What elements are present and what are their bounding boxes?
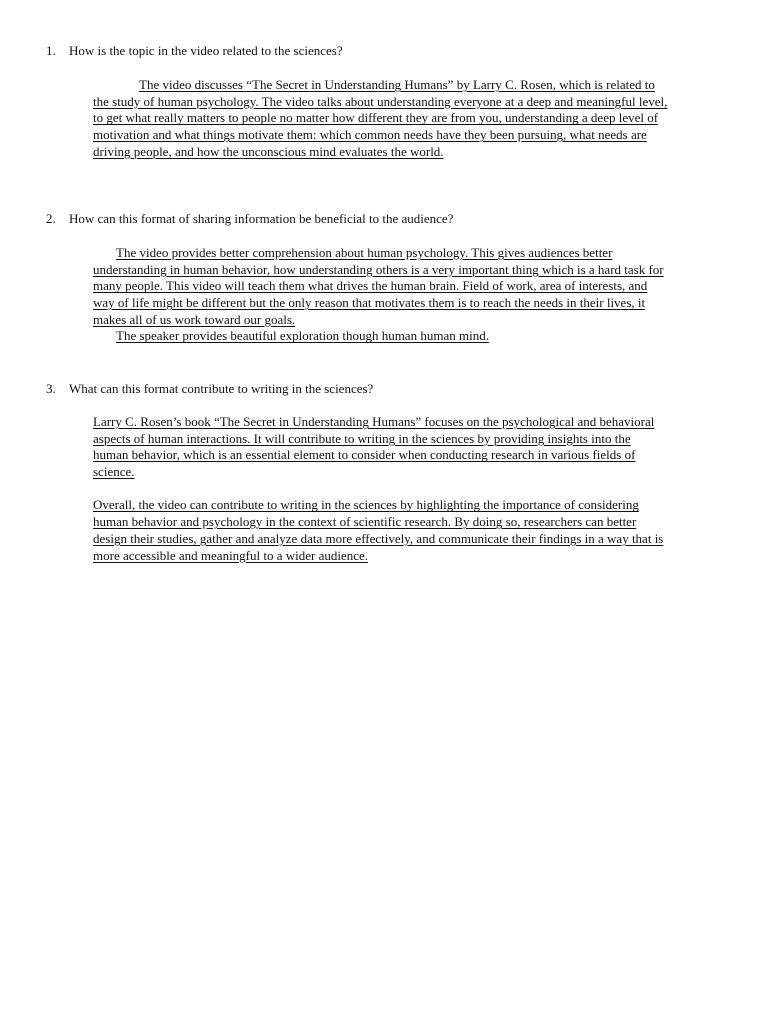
question-2-answer xyxy=(93,245,733,345)
question-2-line xyxy=(0,210,768,228)
paragraph-gap xyxy=(93,481,733,498)
answer-line: Overall, the video can contribute to writing in the sciences by highlighting the importance of considering xyxy=(93,497,639,513)
answer-line: human behavior and psychology in the context of scientific research. By doing so, researchers can better xyxy=(93,514,637,530)
question-1-text: How is the topic in the video related to the sciences? xyxy=(69,43,343,58)
answer-line: science. xyxy=(93,464,135,480)
question-3-line xyxy=(0,380,768,398)
answer-line: design their studies, gather and analyze data more effectively, and communicate their findings in a way that is xyxy=(93,530,664,546)
answer-line: makes all of us work toward our goals. xyxy=(93,311,296,327)
answer-line: to get what really matters to people no matter how different they are from you, understanding a deep level of xyxy=(93,110,659,126)
question-3-answer xyxy=(93,414,733,564)
answer-line: understanding in human behavior, how understanding others is a very important thing which is a hard task for xyxy=(93,261,664,277)
question-2 xyxy=(0,210,768,344)
answer-line: the study of human psychology. The video talks about understanding everyone at a deep and meaningful level, xyxy=(93,93,668,109)
answer-line: many people. This video will teach them what drives the human brain. Field of work, area of interests, and xyxy=(93,278,648,294)
answer-line: Larry C. Rosen’s book “The Secret in Understanding Humans” focuses on the psychological and behavioral xyxy=(93,414,655,429)
question-3 xyxy=(0,380,768,563)
answer-line: driving people, and how the unconscious mind evaluates the world. xyxy=(93,143,444,159)
question-2-text: How can this format of sharing information be beneficial to the audience? xyxy=(69,211,454,226)
question-1-answer xyxy=(93,77,733,160)
answer-line: aspects of human interactions. It will contribute to writing in the sciences by providing insights into the xyxy=(93,430,631,446)
answer-line: The video provides better comprehension about human psychology. This gives audiences better xyxy=(116,245,613,260)
answer-line: more accessible and meaningful to a wider audience. xyxy=(93,547,369,563)
question-3-number: 3. xyxy=(46,381,56,396)
answer-line: way of life might be different but the only reason that motivates them is to reach the needs in their lives, it xyxy=(93,295,646,311)
answer-line: The speaker provides beautiful exploration though human human mind. xyxy=(116,328,489,344)
question-2-number: 2. xyxy=(46,211,56,226)
answer-line: motivation and what things motivate them: which common needs have they been pursuing, what needs are xyxy=(93,127,647,143)
answer-line: human behavior, which is an essential element to consider when conducting research in various fields of xyxy=(93,447,636,463)
answer-line: The video discusses “The Secret in Understanding Humans” by Larry C. Rosen, which is related to xyxy=(139,77,655,92)
question-1-line xyxy=(0,42,768,60)
question-1 xyxy=(0,42,768,159)
question-3-text: What can this format contribute to writing in the sciences? xyxy=(69,381,374,396)
question-1-number: 1. xyxy=(46,43,56,58)
